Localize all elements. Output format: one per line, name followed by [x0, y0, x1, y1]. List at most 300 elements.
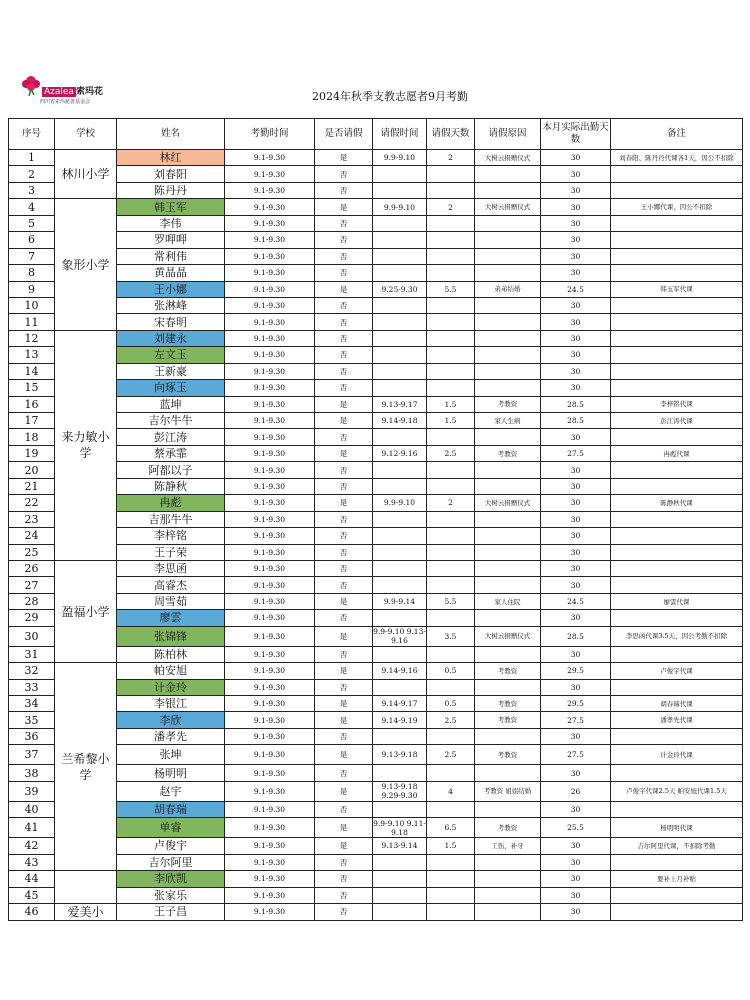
- period-cell: 9.1-9.30: [225, 765, 315, 781]
- leave-flag-cell: 是: [315, 495, 373, 511]
- note-cell: 韩玉军代课: [611, 281, 743, 297]
- leave-flag-cell: 否: [315, 462, 373, 478]
- actual-days-cell: 30: [541, 560, 611, 576]
- row-number-cell: 1: [9, 150, 55, 166]
- leave-flag-cell: 否: [315, 511, 373, 527]
- leave-days-cell: [427, 728, 475, 744]
- table-row: [9, 511, 743, 527]
- actual-days-cell: 30: [541, 854, 611, 870]
- page-title: 2024年秋季支教志愿者9月考勤: [312, 90, 468, 103]
- leave-time-cell: 9.9-9.10 9.13-9.16: [373, 627, 426, 646]
- note-cell: [611, 166, 743, 182]
- actual-days-cell: 27.5: [541, 745, 611, 765]
- note-cell: [611, 182, 743, 198]
- leave-time-cell: [373, 265, 427, 281]
- row-number-cell: 32: [9, 663, 55, 679]
- leave-reason-cell: [475, 511, 541, 527]
- actual-days-cell: 30: [541, 495, 611, 511]
- leave-reason-cell: [475, 182, 541, 198]
- actual-days-cell: 27.5: [541, 712, 611, 728]
- name-cell: 陈柏林: [117, 646, 225, 662]
- leave-days-cell: [427, 528, 475, 544]
- leave-days-cell: 2.5: [427, 445, 475, 461]
- period-cell: 9.1-9.30: [225, 314, 315, 330]
- leave-flag-cell: 否: [315, 330, 373, 346]
- leave-reason-cell: 工伤，补牙: [475, 838, 541, 854]
- actual-days-cell: 25.5: [541, 818, 611, 838]
- name-cell: 常利伟: [117, 248, 225, 264]
- note-cell: [611, 232, 743, 248]
- note-cell: 卢俊宇代课2.5天 帕安旭代课1.5天: [611, 781, 743, 801]
- leave-reason-cell: [475, 646, 541, 662]
- row-number-cell: 13: [9, 347, 55, 363]
- name-cell: 罗呷呷: [117, 232, 225, 248]
- leave-time-cell: [373, 215, 427, 231]
- leave-reason-cell: [475, 854, 541, 870]
- name-cell: 吉那牛牛: [117, 511, 225, 527]
- name-cell: 李欣: [117, 712, 225, 728]
- period-cell: 9.1-9.30: [225, 528, 315, 544]
- leave-flag-cell: 否: [315, 903, 373, 920]
- note-cell: [611, 380, 743, 396]
- row-number-cell: 33: [9, 679, 55, 695]
- name-cell: 王子昌: [117, 903, 225, 920]
- period-cell: 9.1-9.30: [225, 801, 315, 817]
- leave-flag-cell: 是: [315, 838, 373, 854]
- leave-time-cell: [373, 903, 427, 920]
- actual-days-cell: 30: [541, 646, 611, 662]
- note-cell: 李梓铭代课: [611, 396, 743, 412]
- leave-days-cell: [427, 265, 475, 281]
- name-cell: 陈丹丹: [117, 182, 225, 198]
- leave-time-cell: 9.12-9.16: [373, 445, 427, 461]
- name-cell: 李思函: [117, 560, 225, 576]
- note-cell: [611, 248, 743, 264]
- table-row: [9, 903, 743, 920]
- note-cell: [611, 544, 743, 560]
- period-cell: 9.1-9.30: [225, 182, 315, 198]
- leave-days-cell: [427, 646, 475, 662]
- leave-flag-cell: 否: [315, 887, 373, 903]
- leave-days-cell: 2.5: [427, 745, 475, 765]
- note-cell: [611, 478, 743, 494]
- table-row: [9, 871, 743, 887]
- name-cell: 李欣凯: [117, 871, 225, 887]
- actual-days-cell: 30: [541, 380, 611, 396]
- actual-days-cell: 27.5: [541, 445, 611, 461]
- table-row: [9, 166, 743, 182]
- name-cell: 廖雲: [117, 610, 225, 626]
- row-number-cell: 19: [9, 445, 55, 461]
- note-cell: 胡春瑞代课: [611, 696, 743, 712]
- note-cell: [611, 330, 743, 346]
- period-cell: 9.1-9.30: [225, 560, 315, 576]
- period-cell: 9.1-9.30: [225, 248, 315, 264]
- leave-flag-cell: 是: [315, 413, 373, 429]
- leave-days-cell: 0.5: [427, 696, 475, 712]
- header-cell: 请假原因: [475, 119, 541, 150]
- leave-time-cell: [373, 646, 427, 662]
- period-cell: 9.1-9.30: [225, 462, 315, 478]
- row-number-cell: 12: [9, 330, 55, 346]
- note-cell: [611, 854, 743, 870]
- table-row: [9, 663, 743, 679]
- leave-flag-cell: 是: [315, 781, 373, 801]
- leave-days-cell: [427, 166, 475, 182]
- leave-reason-cell: [475, 347, 541, 363]
- note-cell: 廖雲代课: [611, 593, 743, 609]
- leave-time-cell: 9.14-9.17: [373, 696, 427, 712]
- table-row: [9, 818, 743, 838]
- leave-flag-cell: 否: [315, 429, 373, 445]
- leave-reason-cell: 考教资: [475, 745, 541, 765]
- leave-time-cell: 9.14-9.18: [373, 413, 427, 429]
- note-cell: [611, 728, 743, 744]
- leave-reason-cell: [475, 871, 541, 887]
- leave-reason-cell: [475, 380, 541, 396]
- note-cell: 计金玲代课: [611, 745, 743, 765]
- leave-flag-cell: 是: [315, 281, 373, 297]
- leave-reason-cell: 考教资: [475, 663, 541, 679]
- row-number-cell: 45: [9, 887, 55, 903]
- leave-reason-cell: [475, 577, 541, 593]
- leave-reason-cell: 考教资: [475, 445, 541, 461]
- actual-days-cell: 30: [541, 232, 611, 248]
- leave-days-cell: [427, 679, 475, 695]
- actual-days-cell: 30: [541, 347, 611, 363]
- row-number-cell: 10: [9, 297, 55, 313]
- table-header-row: [9, 119, 743, 150]
- leave-days-cell: 0.5: [427, 663, 475, 679]
- name-cell: 王新豪: [117, 363, 225, 379]
- leave-flag-cell: 是: [315, 396, 373, 412]
- table-row: [9, 560, 743, 576]
- period-cell: 9.1-9.30: [225, 413, 315, 429]
- leave-days-cell: [427, 560, 475, 576]
- name-cell: 刘春阳: [117, 166, 225, 182]
- leave-time-cell: [373, 560, 427, 576]
- period-cell: 9.1-9.30: [225, 297, 315, 313]
- actual-days-cell: 30: [541, 728, 611, 744]
- note-cell: [611, 887, 743, 903]
- table-row: [9, 265, 743, 281]
- period-cell: 9.1-9.30: [225, 646, 315, 662]
- leave-reason-cell: [475, 166, 541, 182]
- header-cell: 请假天数: [427, 119, 475, 150]
- actual-days-cell: 30: [541, 166, 611, 182]
- name-cell: 刘建永: [117, 330, 225, 346]
- period-cell: 9.1-9.30: [225, 593, 315, 609]
- leave-time-cell: 9.13-9.17: [373, 396, 427, 412]
- header-cell: 备注: [611, 119, 743, 150]
- table-row: [9, 745, 743, 765]
- leave-days-cell: 1.5: [427, 396, 475, 412]
- leave-days-cell: 5.5: [427, 281, 475, 297]
- name-cell: 阿都以子: [117, 462, 225, 478]
- table-row: [9, 593, 743, 609]
- leave-time-cell: [373, 478, 427, 494]
- period-cell: 9.1-9.30: [225, 781, 315, 801]
- actual-days-cell: 30: [541, 679, 611, 695]
- leave-time-cell: 9.13-9.18: [373, 745, 427, 765]
- header-cell: 姓名: [117, 119, 225, 150]
- period-cell: 9.1-9.30: [225, 544, 315, 560]
- note-cell: [611, 314, 743, 330]
- leave-time-cell: [373, 610, 427, 626]
- name-cell: 蔡承霏: [117, 445, 225, 461]
- leave-days-cell: [427, 182, 475, 198]
- table-row: [9, 232, 743, 248]
- period-cell: 9.1-9.30: [225, 903, 315, 920]
- table-row: [9, 854, 743, 870]
- leave-time-cell: [373, 544, 427, 560]
- leave-time-cell: 9.14-9.16: [373, 663, 427, 679]
- name-cell: 宋春明: [117, 314, 225, 330]
- leave-time-cell: [373, 347, 427, 363]
- leave-reason-cell: [475, 248, 541, 264]
- leave-reason-cell: 考教资: [475, 818, 541, 838]
- leave-reason-cell: 弟弟结婚: [475, 281, 541, 297]
- row-number-cell: 18: [9, 429, 55, 445]
- row-number-cell: 40: [9, 801, 55, 817]
- logo-org: 四川省索玛慈善基金会: [40, 99, 91, 105]
- school-cell: 来力敏小学: [55, 330, 117, 560]
- note-cell: [611, 560, 743, 576]
- period-cell: 9.1-9.30: [225, 347, 315, 363]
- row-number-cell: 22: [9, 495, 55, 511]
- note-cell: 陈静秋代课: [611, 495, 743, 511]
- leave-reason-cell: 大树云捐赠仪式: [475, 199, 541, 215]
- leave-reason-cell: [475, 462, 541, 478]
- table-row: [9, 215, 743, 231]
- note-cell: 要补上月补贴: [611, 871, 743, 887]
- leave-days-cell: [427, 903, 475, 920]
- name-cell: 周雪茹: [117, 593, 225, 609]
- note-cell: 杨明明代课: [611, 818, 743, 838]
- leave-days-cell: 2.5: [427, 712, 475, 728]
- leave-days-cell: [427, 330, 475, 346]
- school-cell: 兰希黎小学: [55, 663, 117, 871]
- period-cell: 9.1-9.30: [225, 330, 315, 346]
- leave-days-cell: [427, 801, 475, 817]
- name-cell: 李梓铭: [117, 528, 225, 544]
- period-cell: 9.1-9.30: [225, 281, 315, 297]
- table-row: [9, 182, 743, 198]
- table-row: [9, 429, 743, 445]
- row-number-cell: 43: [9, 854, 55, 870]
- table-row: [9, 413, 743, 429]
- leave-flag-cell: 否: [315, 232, 373, 248]
- leave-reason-cell: 考教资: [475, 396, 541, 412]
- leave-flag-cell: 否: [315, 801, 373, 817]
- leave-flag-cell: 是: [315, 745, 373, 765]
- leave-flag-cell: 是: [315, 199, 373, 215]
- period-cell: 9.1-9.30: [225, 745, 315, 765]
- leave-flag-cell: 否: [315, 610, 373, 626]
- school-cell: 爱美小: [55, 903, 117, 920]
- row-number-cell: 14: [9, 363, 55, 379]
- leave-flag-cell: 否: [315, 314, 373, 330]
- leave-reason-cell: [475, 232, 541, 248]
- actual-days-cell: 24.5: [541, 593, 611, 609]
- name-cell: 陈静秋: [117, 478, 225, 494]
- leave-reason-cell: [475, 265, 541, 281]
- table-row: [9, 199, 743, 215]
- leave-flag-cell: 否: [315, 560, 373, 576]
- leave-time-cell: [373, 511, 427, 527]
- leave-days-cell: 2: [427, 199, 475, 215]
- period-cell: 9.1-9.30: [225, 818, 315, 838]
- note-cell: 潘孝先代课: [611, 712, 743, 728]
- period-cell: 9.1-9.30: [225, 728, 315, 744]
- leave-flag-cell: 否: [315, 728, 373, 744]
- name-cell: 韩玉军: [117, 199, 225, 215]
- leave-flag-cell: 是: [315, 663, 373, 679]
- leave-reason-cell: [475, 801, 541, 817]
- row-number-cell: 35: [9, 712, 55, 728]
- note-cell: 李思函代课3.5天，因公考勤不扣除: [611, 626, 743, 646]
- actual-days-cell: 30: [541, 265, 611, 281]
- period-cell: 9.1-9.30: [225, 199, 315, 215]
- row-number-cell: 8: [9, 265, 55, 281]
- row-number-cell: 36: [9, 728, 55, 744]
- table-row: [9, 765, 743, 781]
- school-cell: 象形小学: [55, 199, 117, 331]
- leave-reason-cell: 大树云捐赠仪式: [475, 150, 541, 166]
- leave-days-cell: 5.5: [427, 593, 475, 609]
- note-cell: 吉尔阿里代课，不扣除考勤: [611, 838, 743, 854]
- leave-reason-cell: [475, 478, 541, 494]
- note-cell: [611, 215, 743, 231]
- leave-reason-cell: [475, 314, 541, 330]
- table-row: [9, 801, 743, 817]
- leave-time-cell: [373, 765, 427, 781]
- name-cell: 卢俊宇: [117, 838, 225, 854]
- leave-flag-cell: 否: [315, 577, 373, 593]
- leave-reason-cell: 考教资: [475, 712, 541, 728]
- table-row: [9, 248, 743, 264]
- leave-flag-cell: 否: [315, 646, 373, 662]
- period-cell: 9.1-9.30: [225, 363, 315, 379]
- row-number-cell: 46: [9, 903, 55, 920]
- name-cell: 冉彪: [117, 495, 225, 511]
- note-cell: 卢俊宇代课: [611, 663, 743, 679]
- row-number-cell: 15: [9, 380, 55, 396]
- leave-time-cell: 9.14-9.19: [373, 712, 427, 728]
- period-cell: 9.1-9.30: [225, 626, 315, 646]
- leave-days-cell: [427, 871, 475, 887]
- table-row: [9, 380, 743, 396]
- leave-flag-cell: 否: [315, 182, 373, 198]
- leave-time-cell: 9.9-9.10: [373, 150, 427, 166]
- leave-reason-cell: [475, 610, 541, 626]
- leave-days-cell: [427, 511, 475, 527]
- period-cell: 9.1-9.30: [225, 854, 315, 870]
- header-cell: 本月实际出勤天数: [541, 119, 611, 150]
- table-row: [9, 347, 743, 363]
- actual-days-cell: 30: [541, 528, 611, 544]
- leave-reason-cell: [475, 887, 541, 903]
- row-number-cell: 9: [9, 281, 55, 297]
- period-cell: 9.1-9.30: [225, 150, 315, 166]
- leave-time-cell: [373, 429, 427, 445]
- leave-flag-cell: 否: [315, 265, 373, 281]
- row-number-cell: 17: [9, 413, 55, 429]
- actual-days-cell: 30: [541, 610, 611, 626]
- row-number-cell: 6: [9, 232, 55, 248]
- table-row: [9, 297, 743, 313]
- leave-flag-cell: 是: [315, 818, 373, 838]
- leave-flag-cell: 是: [315, 150, 373, 166]
- period-cell: 9.1-9.30: [225, 445, 315, 461]
- leave-flag-cell: 否: [315, 363, 373, 379]
- name-cell: 潘孝先: [117, 728, 225, 744]
- table-row: [9, 626, 743, 646]
- row-number-cell: 20: [9, 462, 55, 478]
- name-cell: 张坤: [117, 745, 225, 765]
- row-number-cell: 29: [9, 610, 55, 626]
- leave-days-cell: 1.5: [427, 838, 475, 854]
- period-cell: 9.1-9.30: [225, 429, 315, 445]
- table-row: [9, 281, 743, 297]
- leave-days-cell: [427, 610, 475, 626]
- row-number-cell: 39: [9, 781, 55, 801]
- header-cell: 学校: [55, 119, 117, 150]
- row-number-cell: 44: [9, 871, 55, 887]
- leave-time-cell: [373, 887, 427, 903]
- row-number-cell: 38: [9, 765, 55, 781]
- school-cell: [55, 871, 117, 904]
- leave-days-cell: 6.5: [427, 818, 475, 838]
- actual-days-cell: 30: [541, 363, 611, 379]
- leave-flag-cell: 是: [315, 445, 373, 461]
- row-number-cell: 28: [9, 593, 55, 609]
- period-cell: 9.1-9.30: [225, 511, 315, 527]
- note-cell: 刘春阳、陈丹丹代课各1天，因公不扣除: [611, 150, 743, 166]
- row-number-cell: 27: [9, 577, 55, 593]
- row-number-cell: 37: [9, 745, 55, 765]
- note-cell: [611, 528, 743, 544]
- leave-time-cell: [373, 380, 427, 396]
- actual-days-cell: 26: [541, 781, 611, 801]
- leave-time-cell: [373, 728, 427, 744]
- name-cell: 赵宇: [117, 781, 225, 801]
- leave-flag-cell: 是: [315, 626, 373, 646]
- leave-reason-cell: [475, 560, 541, 576]
- table-row: [9, 679, 743, 695]
- table-row: [9, 696, 743, 712]
- period-cell: 9.1-9.30: [225, 478, 315, 494]
- leave-days-cell: [427, 314, 475, 330]
- attendance-table: [8, 118, 743, 921]
- leave-time-cell: [373, 314, 427, 330]
- table-row: [9, 314, 743, 330]
- name-cell: 王小娜: [117, 281, 225, 297]
- name-cell: 高睿杰: [117, 577, 225, 593]
- name-cell: 张锦锋: [117, 626, 225, 646]
- period-cell: 9.1-9.30: [225, 887, 315, 903]
- name-cell: 计金玲: [117, 679, 225, 695]
- note-cell: [611, 577, 743, 593]
- row-number-cell: 30: [9, 626, 55, 646]
- row-number-cell: 31: [9, 646, 55, 662]
- row-number-cell: 23: [9, 511, 55, 527]
- leave-flag-cell: 否: [315, 528, 373, 544]
- period-cell: 9.1-9.30: [225, 495, 315, 511]
- leave-time-cell: 9.9-9.10 9.11-9.18: [373, 818, 426, 837]
- period-cell: 9.1-9.30: [225, 215, 315, 231]
- actual-days-cell: 28.5: [541, 413, 611, 429]
